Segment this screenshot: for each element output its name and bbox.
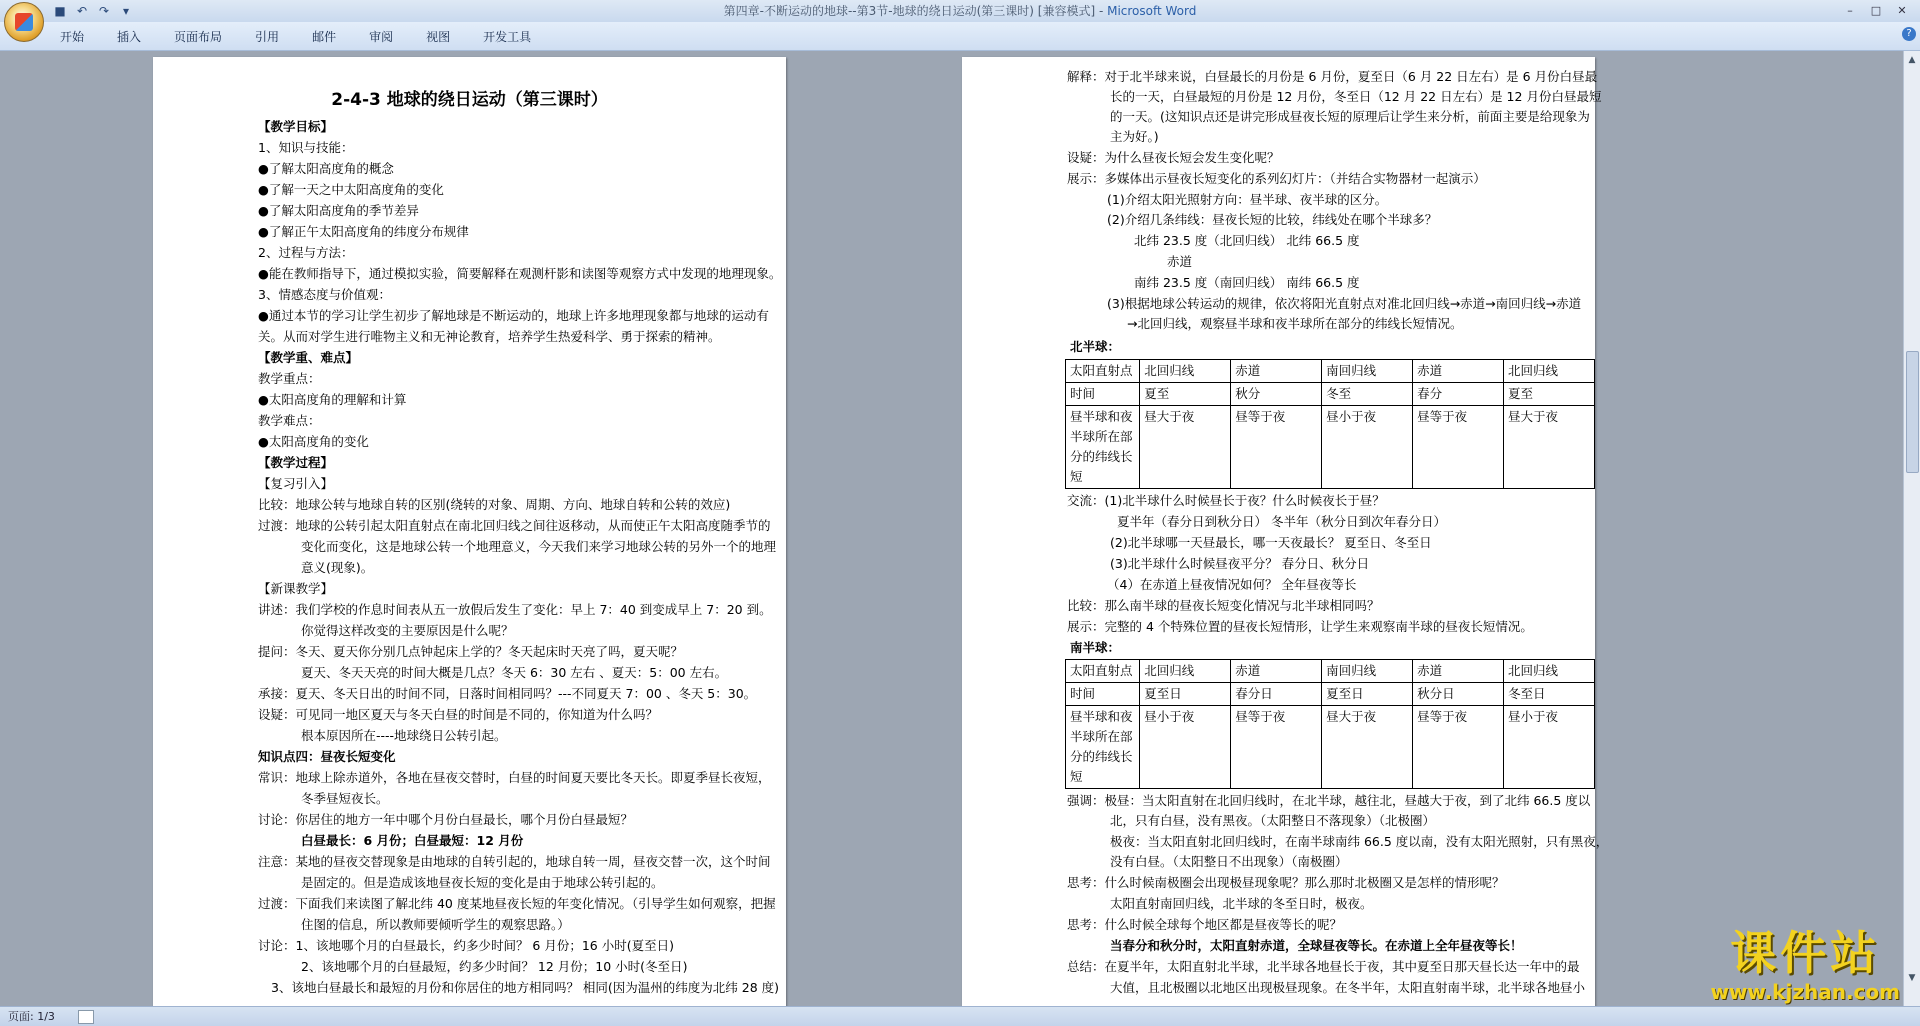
tab-mailings[interactable]: 邮件 bbox=[312, 30, 337, 44]
table-row bbox=[1066, 683, 1595, 706]
table-cell: 太阳直射点 bbox=[1066, 360, 1140, 383]
paragraph: 【教学过程】 bbox=[258, 455, 334, 470]
table-cell: 北回归线 bbox=[1140, 660, 1231, 683]
table-cell: 昼小于夜 bbox=[1504, 706, 1595, 789]
paragraph: 展示：多媒体出示昼夜长短变化的系列幻灯片：（并结合实物器材一起演示） bbox=[1067, 171, 1486, 186]
paragraph: 展示：完整的 4 个特殊位置的昼夜长短情形，让学生来观察南半球的昼夜长短情况。 bbox=[1067, 619, 1533, 634]
table-cell: 时间 bbox=[1066, 383, 1140, 406]
paragraph: 总结：在夏半年，太阳直射北半球，北半球各地昼长于夜，其中夏至日那天昼长达一年中的最 bbox=[1067, 959, 1580, 974]
paragraph: 根本原因所在----地球绕日公转引起。 bbox=[301, 728, 507, 743]
paragraph: 长的一天，白昼最短的月份是 12 月份，冬至日（12 月 22 日左右）是 12 月份白昼最短 bbox=[1110, 89, 1602, 104]
paragraph: 交流：(1)北半球什么时候昼长于夜？什么时候夜长于昼？ bbox=[1067, 493, 1385, 508]
paragraph: 3、情感态度与价值观： bbox=[258, 287, 391, 302]
paragraph: 提问：冬天、夏天你分别几点钟起床上学的？冬天起床时天亮了吗，夏天呢？ bbox=[258, 644, 684, 659]
north-hemisphere-table bbox=[1065, 359, 1595, 489]
undo-icon[interactable]: ↶ bbox=[76, 4, 88, 18]
paragraph: 冬季昼短夜长。 bbox=[301, 791, 389, 806]
paragraph: 大值，且北极圈以北地区出现极昼现象。在冬半年，太阳直射南半球，北半球各地昼小 bbox=[1110, 980, 1586, 995]
quick-access-toolbar bbox=[52, 3, 134, 19]
paragraph: 当春分和秋分时，太阳直射赤道，全球昼夜等长。在赤道上全年昼夜等长！ bbox=[1110, 938, 1523, 953]
paragraph: 北，只有白昼，没有黑夜。（太阳整日不落现象）（北极圈） bbox=[1110, 813, 1436, 828]
paragraph: 教学重点： bbox=[258, 371, 321, 386]
scrollbar-thumb[interactable] bbox=[1906, 351, 1919, 473]
paragraph: ●通过本节的学习让学生初步了解地球是不断运动的，地球上许多地理现象都与地球的运动有 bbox=[258, 308, 769, 323]
table-cell: 北回归线 bbox=[1504, 360, 1595, 383]
help-icon[interactable]: ? bbox=[1902, 27, 1916, 41]
table-row bbox=[1066, 706, 1595, 789]
office-button[interactable] bbox=[4, 2, 44, 42]
paragraph: (3)北半球什么时候昼夜平分？ 春分日、秋分日 bbox=[1110, 556, 1370, 571]
window-title-doc: 第四章-不断运动的地球--第3节-地球的绕日运动(第三课时) [兼容模式] bbox=[723, 4, 1096, 18]
table-cell: 赤道 bbox=[1231, 660, 1322, 683]
status-bar bbox=[0, 1006, 1920, 1026]
table-cell: 春分日 bbox=[1231, 683, 1322, 706]
paragraph: 承接：夏天、冬天日出的时间不同，日落时间相同吗？---不同夏天 7：00 、冬天 5：30。 bbox=[258, 686, 757, 701]
paragraph: 【复习引入】 bbox=[258, 476, 334, 491]
paragraph: 极夜：当太阳直射北回归线时，在南半球南纬 66.5 度以南，没有太阳光照射，只有黑夜， bbox=[1110, 834, 1609, 849]
table-cell: 时间 bbox=[1066, 683, 1140, 706]
table-cell: 昼半球和夜半球所在部分的纬线长短 bbox=[1066, 406, 1140, 489]
paragraph: 比较：那么南半球的昼夜长短变化情况与北半球相同吗？ bbox=[1067, 598, 1380, 613]
paragraph: 注意：某地的昼夜交替现象是由地球的自转引起的，地球自转一周，昼夜交替一次，这个时间 bbox=[258, 854, 771, 869]
table-cell: 昼半球和夜半球所在部分的纬线长短 bbox=[1066, 706, 1140, 789]
paragraph: 南纬 23.5 度（南回归线） 南纬 66.5 度 bbox=[1134, 275, 1360, 290]
paragraph: 思考：什么时候南极圈会出现极昼现象呢？那么那时北极圈又是怎样的情形呢？ bbox=[1067, 875, 1505, 890]
tab-home[interactable]: 开始 bbox=[60, 30, 85, 44]
table-cell: 太阳直射点 bbox=[1066, 660, 1140, 683]
table-cell: 冬至日 bbox=[1504, 683, 1595, 706]
paragraph: 夏天、冬天天亮的时间大概是几点？冬天 6：30 左右 、夏天：5：00 左右。 bbox=[301, 665, 728, 680]
tab-developer[interactable]: 开发工具 bbox=[483, 30, 532, 44]
paragraph: 教学难点： bbox=[258, 413, 321, 428]
paragraph: 常识：地球上除赤道外，各地在昼夜交替时，白昼的时间夏天要比冬天长。即夏季昼长夜短， bbox=[258, 770, 771, 785]
watermark-logo bbox=[1710, 928, 1900, 1004]
paragraph: 意义(现象)。 bbox=[301, 560, 374, 575]
paragraph: 讨论：1、该地哪个月的白昼最长，约多少时间？ 6 月份；16 小时(夏至日) bbox=[258, 938, 674, 953]
tab-references[interactable]: 引用 bbox=[255, 30, 280, 44]
vertical-scrollbar[interactable] bbox=[1903, 51, 1920, 1006]
table-cell: 夏至日 bbox=[1322, 683, 1413, 706]
customize-qat-icon[interactable]: ▾ bbox=[122, 4, 130, 18]
tab-page-layout[interactable]: 页面布局 bbox=[174, 30, 223, 44]
paragraph: 2、该地哪个月的白昼最短，约多少时间？ 12 月份；10 小时(冬至日) bbox=[301, 959, 688, 974]
table-cell: 昼等于夜 bbox=[1413, 706, 1504, 789]
ribbon-tabs bbox=[60, 28, 564, 45]
table-cell: 赤道 bbox=[1413, 360, 1504, 383]
section-heading: 知识点四：昼夜长短变化 bbox=[258, 749, 396, 764]
paragraph: 过渡：下面我们来读图了解北纬 40 度某地昼夜长短的年变化情况。（引导学生如何观察，把握 bbox=[258, 896, 776, 911]
watermark-url: www.kjzhan.com bbox=[1710, 980, 1900, 1004]
paragraph: ●能在教师指导下，通过模拟实验，简要解释在观测杆影和读图等观察方式中发现的地理现象。 bbox=[258, 266, 782, 281]
table-cell: 昼等于夜 bbox=[1231, 706, 1322, 789]
table-cell: 春分 bbox=[1413, 383, 1504, 406]
paragraph: 你觉得这样改变的主要原因是什么呢？ bbox=[301, 623, 514, 638]
document-workspace bbox=[0, 51, 1904, 1006]
close-icon[interactable]: ✕ bbox=[1897, 4, 1907, 17]
window-title-app: Microsoft Word bbox=[1107, 4, 1197, 18]
paragraph: （4）在赤道上昼夜情况如何？ 全年昼夜等长 bbox=[1107, 577, 1357, 592]
paragraph: 变化而变化，这是地球公转一个地理意义，今天我们来学习地球公转的另外一个的地理 bbox=[301, 539, 777, 554]
paragraph: 主为好。) bbox=[1110, 129, 1159, 144]
table-cell: 昼等于夜 bbox=[1231, 406, 1322, 489]
table-cell: 冬至 bbox=[1322, 383, 1413, 406]
table-cell: 昼大于夜 bbox=[1504, 406, 1595, 489]
tab-review[interactable]: 审阅 bbox=[369, 30, 394, 44]
paragraph: 比较：地球公转与地球自转的区别(绕转的对象、周期、方向、地球自转和公转的效应) bbox=[258, 497, 731, 512]
table-cell: 南回归线 bbox=[1322, 360, 1413, 383]
paragraph: 解释：对于北半球来说，白昼最长的月份是 6 月份，夏至日（6 月 22 日左右）是 6 月份白昼最 bbox=[1067, 69, 1598, 84]
table-cell: 昼小于夜 bbox=[1140, 706, 1231, 789]
title-bar bbox=[0, 0, 1920, 22]
paragraph: 【教学目标】 bbox=[258, 119, 334, 134]
paragraph: 设疑：可见同一地区夏天与冬天白昼的时间是不同的，你知道为什么吗？ bbox=[258, 707, 659, 722]
paragraph: ●太阳高度角的变化 bbox=[258, 434, 369, 449]
table-row bbox=[1066, 406, 1595, 489]
tab-view[interactable]: 视图 bbox=[426, 30, 451, 44]
window-controls bbox=[1838, 2, 1914, 20]
paragraph: (1)介绍太阳光照射方向：昼半球、夜半球的区分。 bbox=[1107, 192, 1388, 207]
table-cell: 秋分日 bbox=[1413, 683, 1504, 706]
table-cell: 北回归线 bbox=[1140, 360, 1231, 383]
paragraph: 太阳直射南回归线，北半球的冬至日时，极夜。 bbox=[1110, 896, 1373, 911]
paragraph: (2)北半球哪一天昼最长，哪一天夜最长？ 夏至日、冬至日 bbox=[1110, 535, 1432, 550]
table-cell: 昼大于夜 bbox=[1140, 406, 1231, 489]
paragraph: 3、该地白昼最长和最短的月份和你居住的地方相同吗？ 相同(因为温州的纬度为北纬 28 度) bbox=[271, 980, 780, 995]
paragraph: (3)根据地球公转运动的规律，依次将阳光直射点对准北回归线→赤道→南回归线→赤道 bbox=[1107, 296, 1582, 311]
table-cell: 夏至日 bbox=[1140, 683, 1231, 706]
table-cell: 昼小于夜 bbox=[1322, 406, 1413, 489]
paragraph: 北纬 23.5 度（北回归线） 北纬 66.5 度 bbox=[1134, 233, 1360, 248]
table-row bbox=[1066, 360, 1595, 383]
paragraph: 设疑：为什么昼夜长短会发生变化呢？ bbox=[1067, 150, 1280, 165]
tab-insert[interactable]: 插入 bbox=[117, 30, 142, 44]
paragraph: ●了解太阳高度角的季节差异 bbox=[258, 203, 419, 218]
paragraph: (2)介绍几条纬线：昼夜长短的比较，纬线处在哪个半球多？ bbox=[1107, 212, 1438, 227]
paragraph: 过渡：地球的公转引起太阳直射点在南北回归线之间往返移动，从而使正午太阳高度随季节的 bbox=[258, 518, 771, 533]
table-cell: 北回归线 bbox=[1504, 660, 1595, 683]
paragraph: 没有白昼。（太阳整日不出现象）（南极圈） bbox=[1110, 854, 1348, 869]
table-cell: 秋分 bbox=[1231, 383, 1322, 406]
paragraph: 的一天。(这知识点还是讲完形成昼夜长短的原理后让学生来分析，前面主要是给现象为 bbox=[1110, 109, 1590, 124]
paragraph: ●了解正午太阳高度角的纬度分布规律 bbox=[258, 224, 469, 239]
table-cell: 夏至 bbox=[1504, 383, 1595, 406]
paragraph: 白昼最长：6 月份；白昼最短：12 月份 bbox=[301, 833, 524, 848]
table-row bbox=[1066, 660, 1595, 683]
table-row bbox=[1066, 383, 1595, 406]
page-indicator[interactable]: 页面: 1/3 bbox=[8, 1010, 55, 1023]
paragraph: 住图的信息，所以教师要倾听学生的观察思路。） bbox=[301, 917, 570, 932]
paragraph: 是固定的。但是造成该地昼夜长短的变化是由于地球公转引起的。 bbox=[301, 875, 664, 890]
paragraph: 夏半年（春分日到秋分日） 冬半年（秋分日到次年春分日） bbox=[1117, 514, 1446, 529]
watermark-text: 课件站 bbox=[1730, 926, 1881, 980]
south-hemisphere-heading: 南半球： bbox=[1070, 640, 1121, 655]
table-cell: 夏至 bbox=[1140, 383, 1231, 406]
redo-icon[interactable]: ↷ bbox=[98, 4, 110, 18]
paragraph: 思考：什么时候全球每个地区都是昼夜等长的呢？ bbox=[1067, 917, 1343, 932]
document-page-2 bbox=[962, 57, 1609, 1006]
proofing-icon[interactable] bbox=[78, 1010, 94, 1024]
paragraph: 强调：极昼：当太阳直射在北回归线时，在北半球，越往北，昼越大于夜，到了北纬 66.5 度以 bbox=[1067, 793, 1591, 808]
save-icon[interactable]: ■ bbox=[54, 4, 66, 18]
document-page-1 bbox=[153, 57, 786, 1006]
paragraph: 2、过程与方法： bbox=[258, 245, 354, 260]
table-cell: 昼等于夜 bbox=[1413, 406, 1504, 489]
minimize-icon[interactable]: – bbox=[1847, 4, 1853, 17]
paragraph: ●了解一天之中太阳高度角的变化 bbox=[258, 182, 444, 197]
table-cell: 昼大于夜 bbox=[1322, 706, 1413, 789]
scroll-down-icon[interactable]: ▼ bbox=[1908, 973, 1916, 983]
paragraph: 【新课教学】 bbox=[258, 581, 334, 596]
paragraph: 1、知识与技能： bbox=[258, 140, 354, 155]
south-hemisphere-table bbox=[1065, 659, 1595, 789]
ribbon bbox=[0, 22, 1920, 51]
maximize-icon[interactable]: □ bbox=[1870, 4, 1882, 17]
north-hemisphere-heading: 北半球： bbox=[1070, 339, 1121, 354]
scroll-up-icon[interactable]: ▲ bbox=[1908, 55, 1916, 65]
paragraph: →北回归线，观察昼半球和夜半球所在部分的纬线长短情况。 bbox=[1127, 316, 1463, 331]
table-cell: 南回归线 bbox=[1322, 660, 1413, 683]
paragraph: ●了解太阳高度角的概念 bbox=[258, 161, 394, 176]
office-logo-icon bbox=[15, 13, 33, 31]
window-title: 第四章-不断运动的地球--第3节-地球的绕日运动(第三课时) [兼容模式] - Microsoft Word bbox=[723, 4, 1197, 18]
paragraph: 赤道 bbox=[1167, 254, 1193, 269]
table-cell: 赤道 bbox=[1231, 360, 1322, 383]
paragraph: 关。从而对学生进行唯物主义和无神论教育，培养学生热爱科学、勇于探索的精神。 bbox=[258, 329, 721, 344]
table-cell: 赤道 bbox=[1413, 660, 1504, 683]
lesson-title: 2-4-3 地球的绕日运动（第三课时） bbox=[331, 90, 608, 110]
paragraph: 【教学重、难点】 bbox=[258, 350, 359, 365]
paragraph: 讲述：我们学校的作息时间表从五一放假后发生了变化：早上 7：40 到变成早上 7：20 到。 bbox=[258, 602, 772, 617]
paragraph: 讨论：你居住的地方一年中哪个月份白昼最长，哪个月份白昼最短？ bbox=[258, 812, 634, 827]
paragraph: ●太阳高度角的理解和计算 bbox=[258, 392, 407, 407]
